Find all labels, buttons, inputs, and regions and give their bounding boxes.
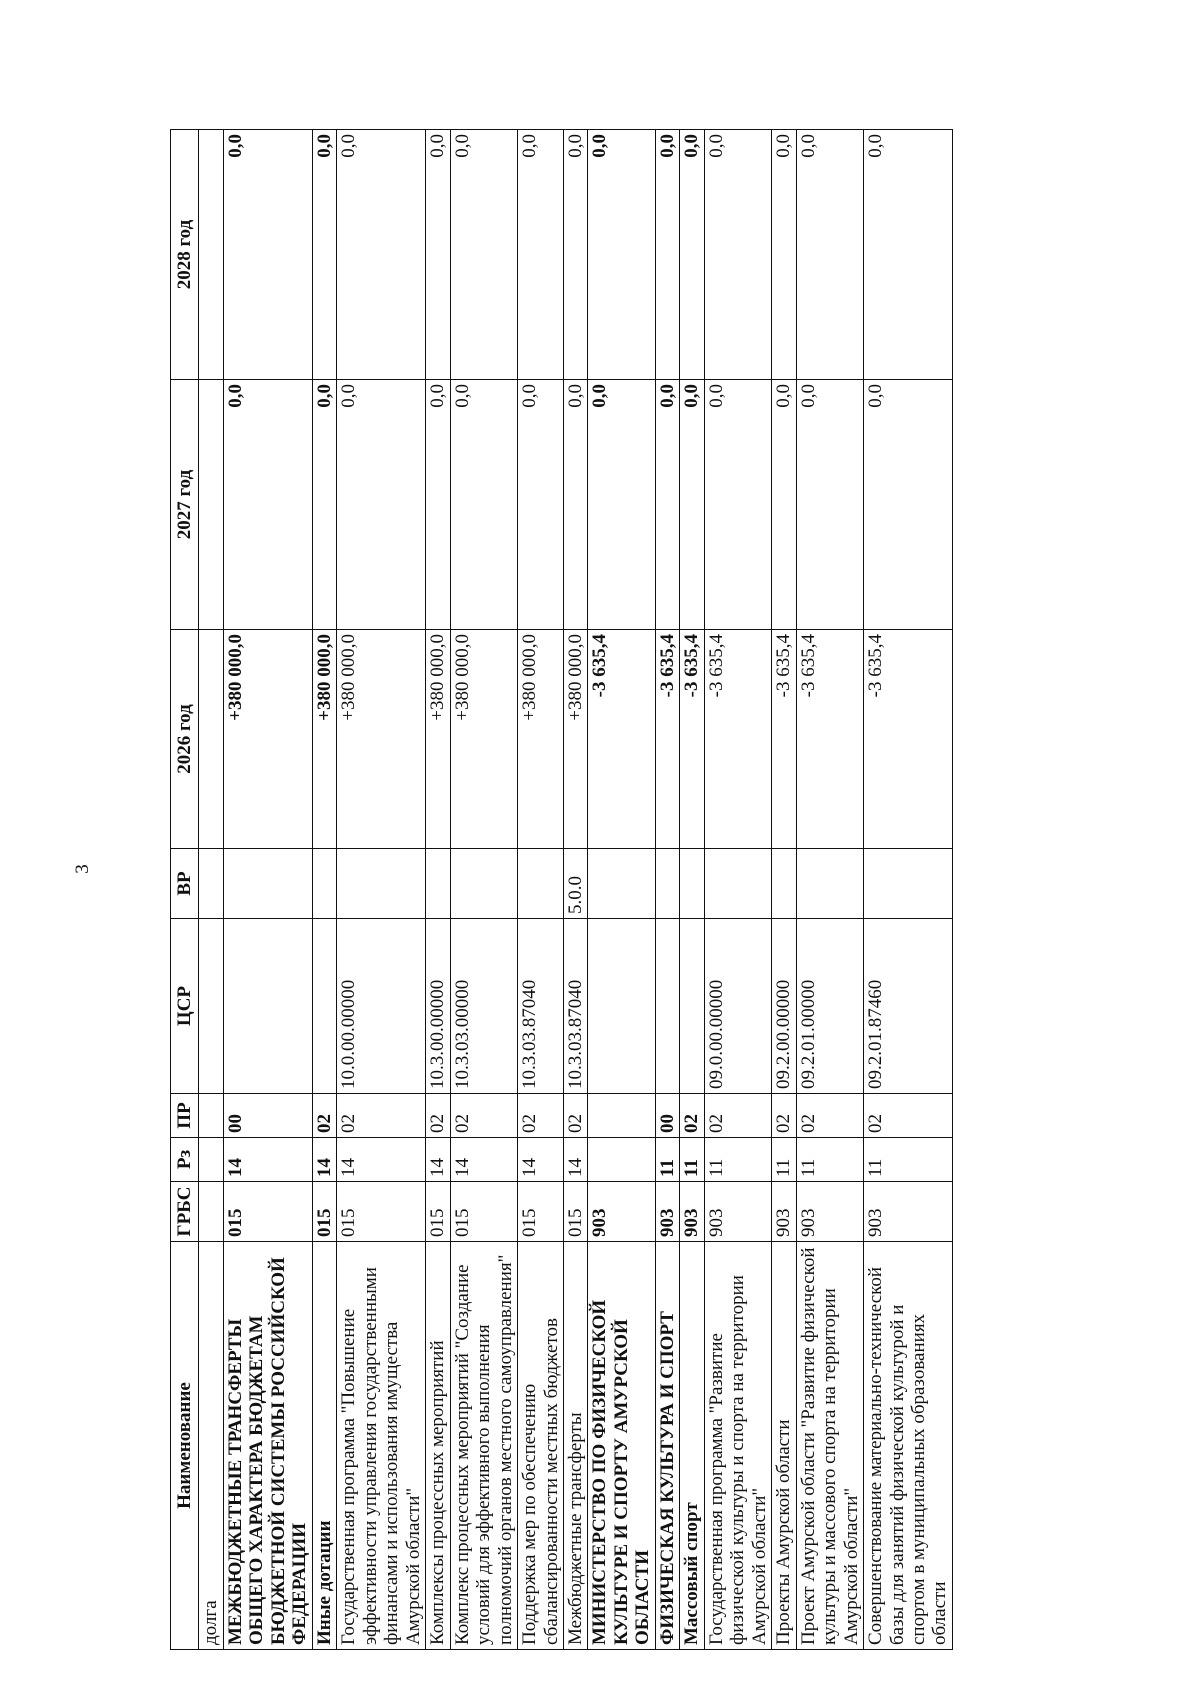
cell-rz <box>199 1138 223 1182</box>
table-row <box>655 130 679 1650</box>
cell-2027: 0,0 <box>588 380 655 630</box>
cell-pr: 00 <box>223 1094 312 1138</box>
cell-csr <box>655 919 679 1094</box>
cell-2028: 0,0 <box>450 130 517 380</box>
cell-2026: -3 635,4 <box>796 630 863 849</box>
table-row <box>680 130 704 1650</box>
cell-2028: 0,0 <box>704 130 771 380</box>
cell-rz: 14 <box>223 1138 312 1182</box>
cell-csr: 10.3.03.87040 <box>563 919 587 1094</box>
cell-rz: 14 <box>450 1138 517 1182</box>
cell-grbs: 015 <box>223 1182 312 1242</box>
cell-name: Комплексы процессных мероприятий <box>426 1242 450 1650</box>
cell-rz: 11 <box>796 1138 863 1182</box>
cell-csr <box>223 919 312 1094</box>
cell-2026: -3 635,4 <box>680 630 704 849</box>
budget-table <box>170 129 953 1650</box>
column-header: ГРБС <box>171 1182 199 1242</box>
cell-name: Поддержка мер по обеспечению сбалансированности местных бюджетов <box>518 1242 564 1650</box>
cell-rz: 11 <box>772 1138 796 1182</box>
cell-vr <box>655 849 679 919</box>
table-row <box>518 130 564 1650</box>
cell-name: Иные дотации <box>312 1242 336 1650</box>
cell-pr: 02 <box>426 1094 450 1138</box>
cell-pr: 00 <box>655 1094 679 1138</box>
cell-csr <box>199 919 223 1094</box>
cell-csr: 10.3.00.00000 <box>426 919 450 1094</box>
table-row <box>450 130 517 1650</box>
cell-2027: 0,0 <box>704 380 771 630</box>
cell-name: Совершенствование материально-технической базы для занятий физической культурой и спортом в муниципальных образованиях области <box>864 1242 953 1650</box>
column-header: ПР <box>171 1094 199 1138</box>
column-header: 2028 год <box>171 130 199 380</box>
cell-csr: 10.0.00.00000 <box>337 919 426 1094</box>
cell-grbs <box>199 1182 223 1242</box>
cell-grbs: 015 <box>337 1182 426 1242</box>
cell-2028: 0,0 <box>563 130 587 380</box>
cell-vr <box>588 849 655 919</box>
cell-grbs: 903 <box>680 1182 704 1242</box>
cell-name: Комплекс процессных мероприятий "Создание условий для эффективного выполнения полномочий органов местного самоуправления" <box>450 1242 517 1650</box>
cell-rz: 14 <box>312 1138 336 1182</box>
cell-2026: +380 000,0 <box>450 630 517 849</box>
cell-grbs: 015 <box>450 1182 517 1242</box>
cell-grbs: 015 <box>312 1182 336 1242</box>
cell-csr <box>312 919 336 1094</box>
cell-name: Проекты Амурской области <box>772 1242 796 1650</box>
table-row <box>796 130 863 1650</box>
cell-2027: 0,0 <box>796 380 863 630</box>
cell-2028: 0,0 <box>312 130 336 380</box>
cell-2027 <box>199 380 223 630</box>
cell-2026: -3 635,4 <box>655 630 679 849</box>
cell-rz: 14 <box>518 1138 564 1182</box>
cell-2027: 0,0 <box>864 380 953 630</box>
cell-csr <box>680 919 704 1094</box>
cell-csr <box>588 919 655 1094</box>
cell-name: Массовый спорт <box>680 1242 704 1650</box>
cell-2026: +380 000,0 <box>518 630 564 849</box>
cell-grbs: 903 <box>772 1182 796 1242</box>
table-row <box>704 130 771 1650</box>
cell-name: Государственная программа "Развитие физической культуры и спорта на территории Амурской области" <box>704 1242 771 1650</box>
cell-2027: 0,0 <box>655 380 679 630</box>
cell-vr <box>680 849 704 919</box>
column-header: ЦСР <box>171 919 199 1094</box>
cell-2028: 0,0 <box>864 130 953 380</box>
cell-rz: 14 <box>337 1138 426 1182</box>
column-header: 2026 год <box>171 630 199 849</box>
cell-vr <box>796 849 863 919</box>
cell-2027: 0,0 <box>450 380 517 630</box>
cell-2026: +380 000,0 <box>337 630 426 849</box>
column-header: ВР <box>171 849 199 919</box>
table-row <box>588 130 655 1650</box>
cell-pr: 02 <box>450 1094 517 1138</box>
table-row <box>312 130 336 1650</box>
cell-csr: 09.2.01.00000 <box>796 919 863 1094</box>
cell-grbs: 015 <box>518 1182 564 1242</box>
cell-rz: 14 <box>563 1138 587 1182</box>
cell-pr: 02 <box>796 1094 863 1138</box>
cell-2028 <box>199 130 223 380</box>
cell-2028: 0,0 <box>680 130 704 380</box>
cell-pr: 02 <box>312 1094 336 1138</box>
cell-pr <box>199 1094 223 1138</box>
cell-grbs: 903 <box>655 1182 679 1242</box>
cell-2027: 0,0 <box>772 380 796 630</box>
cell-2028: 0,0 <box>223 130 312 380</box>
cell-vr <box>223 849 312 919</box>
cell-vr <box>518 849 564 919</box>
table-header-row <box>171 130 199 1650</box>
rotated-table-container <box>170 130 1190 1650</box>
cell-rz: 11 <box>704 1138 771 1182</box>
table-row <box>563 130 587 1650</box>
cell-rz: 14 <box>426 1138 450 1182</box>
cell-grbs: 903 <box>796 1182 863 1242</box>
cell-2027: 0,0 <box>563 380 587 630</box>
cell-2026: +380 000,0 <box>223 630 312 849</box>
cell-rz: 11 <box>680 1138 704 1182</box>
cell-csr: 09.2.01.87460 <box>864 919 953 1094</box>
cell-2027: 0,0 <box>223 380 312 630</box>
cell-name: Проект Амурской области "Развитие физической культуры и массового спорта на территории Амурской области" <box>796 1242 863 1650</box>
table-row <box>223 130 312 1650</box>
table-body <box>199 130 952 1650</box>
cell-2026: +380 000,0 <box>426 630 450 849</box>
cell-name: МИНИСТЕРСТВО ПО ФИЗИЧЕСКОЙ КУЛЬТУРЕ И СПОРТУ АМУРСКОЙ ОБЛАСТИ <box>588 1242 655 1650</box>
cell-rz: 11 <box>864 1138 953 1182</box>
cell-pr: 02 <box>680 1094 704 1138</box>
cell-grbs: 903 <box>704 1182 771 1242</box>
cell-2028: 0,0 <box>796 130 863 380</box>
cell-grbs: 015 <box>426 1182 450 1242</box>
cell-vr <box>312 849 336 919</box>
cell-2026: -3 635,4 <box>772 630 796 849</box>
cell-2026: +380 000,0 <box>312 630 336 849</box>
cell-2026 <box>199 630 223 849</box>
cell-2028: 0,0 <box>426 130 450 380</box>
cell-name: ФИЗИЧЕСКАЯ КУЛЬТУРА И СПОРТ <box>655 1242 679 1650</box>
table-row <box>337 130 426 1650</box>
cell-2026: -3 635,4 <box>704 630 771 849</box>
cell-vr <box>337 849 426 919</box>
cell-vr <box>426 849 450 919</box>
column-header: Рз <box>171 1138 199 1182</box>
cell-2026: +380 000,0 <box>563 630 587 849</box>
cell-csr: 09.0.00.00000 <box>704 919 771 1094</box>
cell-name: Государственная программа "Повышение эффективности управления государственными финансами и использования имущества Амурской области" <box>337 1242 426 1650</box>
cell-2028: 0,0 <box>337 130 426 380</box>
cell-2027: 0,0 <box>312 380 336 630</box>
cell-2026: -3 635,4 <box>588 630 655 849</box>
cell-pr: 02 <box>518 1094 564 1138</box>
cell-vr <box>772 849 796 919</box>
cell-vr: 5.0.0 <box>563 849 587 919</box>
cell-2028: 0,0 <box>655 130 679 380</box>
cell-2028: 0,0 <box>588 130 655 380</box>
cell-pr: 02 <box>864 1094 953 1138</box>
table-row <box>772 130 796 1650</box>
cell-rz <box>588 1138 655 1182</box>
table-row <box>426 130 450 1650</box>
cell-name: долга <box>199 1242 223 1650</box>
cell-pr: 02 <box>772 1094 796 1138</box>
cell-2027: 0,0 <box>426 380 450 630</box>
cell-vr <box>199 849 223 919</box>
cell-pr: 02 <box>704 1094 771 1138</box>
cell-2027: 0,0 <box>518 380 564 630</box>
cell-pr: 02 <box>563 1094 587 1138</box>
cell-vr <box>450 849 517 919</box>
cell-csr: 09.2.00.00000 <box>772 919 796 1094</box>
cell-csr: 10.3.03.87040 <box>518 919 564 1094</box>
cell-rz: 11 <box>655 1138 679 1182</box>
cell-pr <box>588 1094 655 1138</box>
cell-2027: 0,0 <box>680 380 704 630</box>
column-header: 2027 год <box>171 380 199 630</box>
table-row <box>864 130 953 1650</box>
cell-2027: 0,0 <box>337 380 426 630</box>
cell-pr: 02 <box>337 1094 426 1138</box>
cell-vr <box>704 849 771 919</box>
column-header: Наименование <box>171 1242 199 1650</box>
cell-vr <box>864 849 953 919</box>
table-row <box>199 130 223 1650</box>
cell-2028: 0,0 <box>772 130 796 380</box>
cell-csr: 10.3.03.00000 <box>450 919 517 1094</box>
cell-grbs: 015 <box>563 1182 587 1242</box>
cell-grbs: 903 <box>588 1182 655 1242</box>
cell-name: МЕЖБЮДЖЕТНЫЕ ТРАНСФЕРТЫ ОБЩЕГО ХАРАКТЕРА БЮДЖЕТАМ БЮДЖЕТНОЙ СИСТЕМЫ РОССИЙСКОЙ ФЕДЕРАЦИИ <box>223 1242 312 1650</box>
page-number: 3 <box>71 864 93 874</box>
cell-name: Межбюджетные трансферты <box>563 1242 587 1650</box>
cell-2026: -3 635,4 <box>864 630 953 849</box>
cell-2028: 0,0 <box>518 130 564 380</box>
cell-grbs: 903 <box>864 1182 953 1242</box>
